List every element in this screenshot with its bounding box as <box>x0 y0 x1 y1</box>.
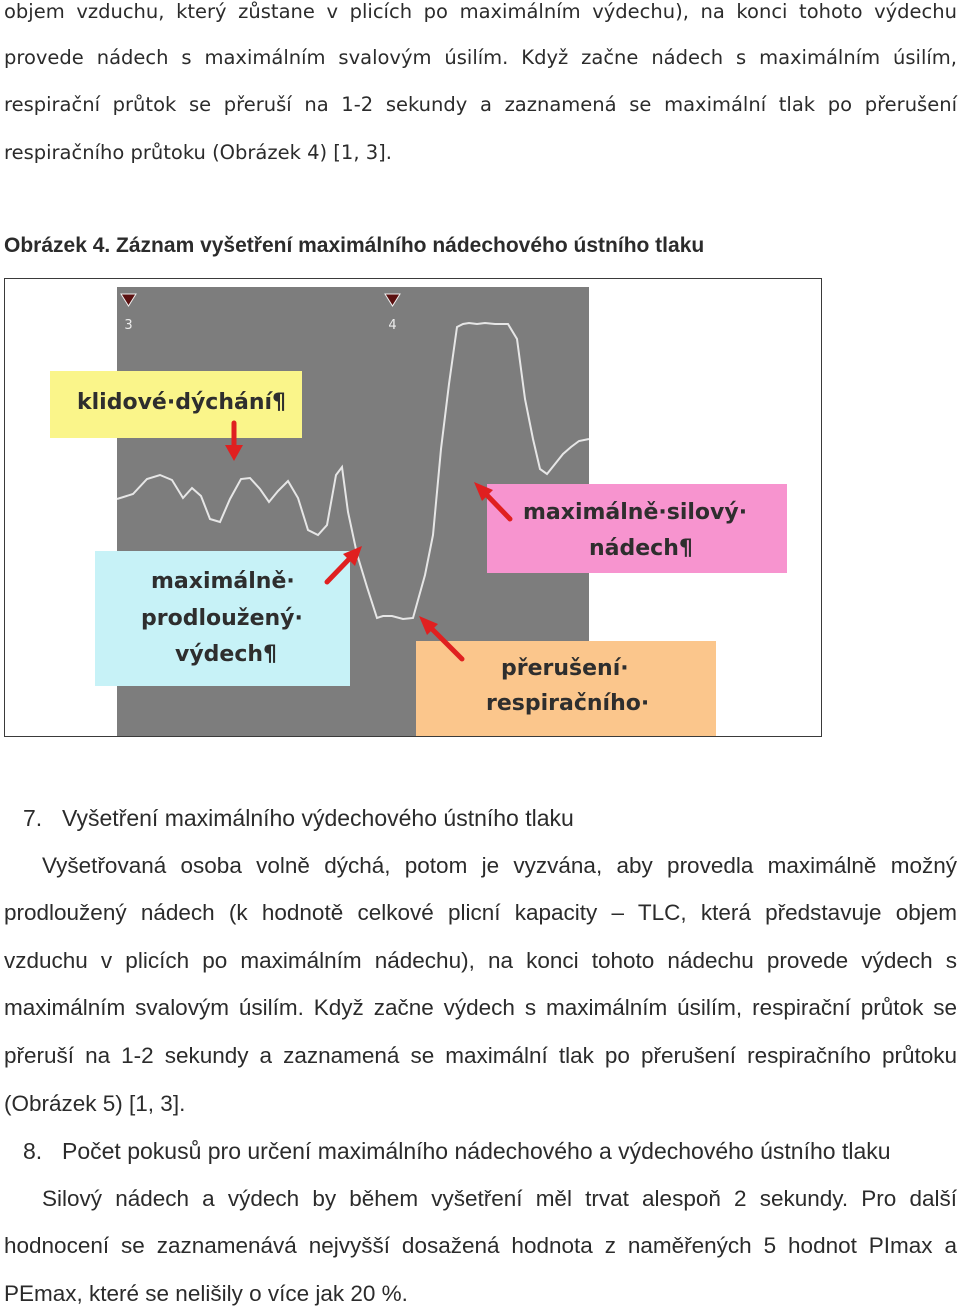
section-7-line-3: vzduchu v plicích po maximálním nádechu), na konci tohoto nádechu provede výdech s <box>4 948 957 973</box>
label-inspiration-line-2: nádech¶ <box>589 536 693 561</box>
label-expiration-line-1: maximálně· <box>151 569 295 594</box>
intro-line-3: respirační průtok se přeruší na 1-2 sekundy a zaznamená se maximální tlak po přerušení <box>4 93 957 116</box>
section-8-line-2: hodnocení se zaznamenává nejvyšší dosažená hodnota z naměřených 5 hodnot PImax a <box>4 1233 957 1258</box>
intro-line-2: provede nádech s maximálním svalovým úsilím. Když začne nádech s maximálním úsilím, <box>4 46 957 69</box>
intro-line-1: objem vzduchu, který zůstane v plicích po maximálním výdechu), na konci tohoto výdechu <box>4 0 957 23</box>
intro-line-4: respiračního průtoku (Obrázek 4) [1, 3]. <box>4 141 392 164</box>
section-7-line-5: přeruší na 1-2 sekundy a zaznamená se maximální tlak po přerušení respiračního průtoku <box>4 1043 957 1068</box>
figure-graphic <box>5 279 822 737</box>
label-expiration-line-3: výdech¶ <box>175 642 278 667</box>
section-7-line-1: Vyšetřovaná osoba volně dýchá, potom je vyzvána, aby provedla maximálně možný <box>42 853 957 878</box>
marker-3-label: 3 <box>124 318 133 333</box>
label-expiration-line-2: prodloužený· <box>141 606 303 631</box>
section-8-title: Počet pokusů pro určení maximálního nádechového a výdechového ústního tlaku <box>62 1138 891 1164</box>
figure-mip-recording <box>4 278 822 737</box>
section-7-line-4: maximálním svalovým úsilím. Když začne výdech s maximálním úsilím, respirační průtok se <box>4 995 957 1020</box>
marker-4-label: 4 <box>388 318 397 333</box>
label-rest: klidové·dýchání¶ <box>77 390 287 415</box>
section-7-title: Vyšetření maximálního výdechového ústního tlaku <box>62 805 574 831</box>
label-interruption-line-2: respiračního· <box>486 691 650 716</box>
section-8-line-3: PEmax, které se nelišily o více jak 20 %. <box>4 1281 408 1306</box>
label-inspiration-line-1: maximálně·silový· <box>523 500 748 525</box>
label-interruption-line-1: přerušení· <box>501 656 629 681</box>
figure-caption: Obrázek 4. Záznam vyšetření maximálního nádechového ústního tlaku <box>4 234 705 257</box>
section-8-line-1: Silový nádech a výdech by během vyšetření měl trvat alespoň 2 sekundy. Pro další <box>42 1186 957 1211</box>
section-7-number: 7. <box>23 805 43 831</box>
section-8-number: 8. <box>23 1138 43 1164</box>
section-7-line-2: prodloužený nádech (k hodnotě celkové plicní kapacity – TLC, která představuje objem <box>4 900 957 925</box>
section-7-line-6: (Obrázek 5) [1, 3]. <box>4 1091 186 1116</box>
